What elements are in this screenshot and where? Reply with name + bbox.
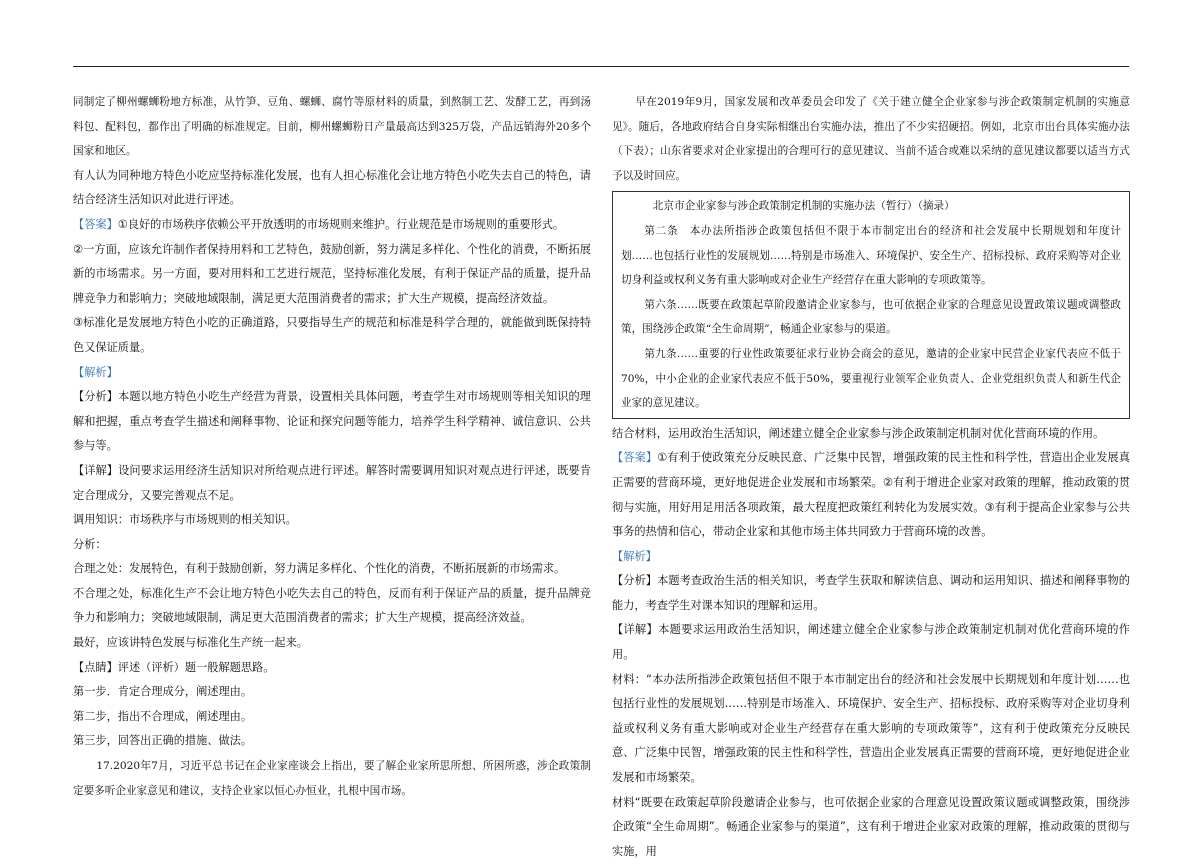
answer-tag: 【答案】	[73, 217, 118, 231]
paragraph: 有人认为同种地方特色小吃应坚持标准化发展，也有人担心标准化会让地方特色小吃失去自己的特色，请结合经济生活知识对此进行评述。	[73, 168, 591, 207]
answer-text: ①良好的市场秩序依赖公平开放透明的市场规则来维护。行业规范是市场规则的重要形式。	[117, 217, 565, 231]
box-article-9: 第九条……重要的行业性政策要征求行业协会商会的意见，邀请的企业家中民营企业家代表应不低于70%，中小企业的企业家代表应不低于50%，要重视行业领军企业负责人、企业党组织负责人和新生代企业家的意见建议。	[621, 347, 1121, 410]
analysis-tag: 【解析】	[73, 365, 118, 379]
box-title: 北京市企业家参与涉企政策制定机制的实施办法（暂行）（摘录）	[652, 200, 955, 213]
fenxi-text: 本题以地方特色小吃生产经营为背景，设置相关具体问题，考查学生对市场规则等相关知识的理解和把握，重点考查学生描述和阐释事物、论证和探究问题等能力，培养学生科学精神、诚信意识、公共参与等。	[73, 390, 591, 453]
fenxi-text: 本题考查政治生活的相关知识，考查学生获取和解读信息、调动和运用知识、描述和阐释事物的能力，考查学生对课本知识的理解和运用。	[612, 574, 1130, 612]
tip-paragraph	[73, 656, 591, 681]
answer-3: ③标准化是发展地方特色小吃的正确道路，只要指导生产的规范和标准是科学合理的，就能做到既保持特色又保证质量。	[73, 316, 591, 354]
header-rule	[73, 66, 1129, 67]
paragraph: 不合理之处，标准化生产不会让地方特色小吃失去自己的特色，反而有利于保证产品的质量，提升品牌竞争力和影响力；突破地域限制，满足更大范围消费者的需求；扩大生产规模，提高经济效益。	[73, 586, 591, 625]
question-17: 17.2020年7月，习近平总书记在企业家座谈会上指出，要了解企业家所思所想、所困所惑，涉企政策制定要多听企业家意见和建议，支持企业家以恒心办恒业，扎根中国市场。	[73, 760, 591, 797]
answer-1	[73, 213, 591, 238]
analysis-paragraph	[73, 385, 591, 459]
xiangjie-tag: 【详解】	[612, 623, 659, 637]
left-column	[73, 90, 591, 803]
right-column	[612, 90, 1130, 864]
step-1: 第一步．肯定合理成分，阐述理由。	[73, 685, 253, 699]
detail-paragraph	[612, 618, 1130, 667]
answer-tag: 【答案】	[612, 451, 658, 465]
question-text: 结合材料，运用政治生活知识，阐述建立健全企业家参与涉企政策制定机制对优化营商环境的作用。	[612, 426, 1105, 440]
material-paragraph-1: 材料：“本办法所指涉企政策包括但不限于本市制定出台的经济和社会发展中长期规划和年度计划……也包括行业性的发展规划……特别是市场准入、环境保护、安全生产、招标投标、政府采购等对企业切身利益或权利义务有重大影响或对企业生产经营存在重大影响的专项政策等”，这有利于使政策充分反映民意、广泛集中民智，增强政策的民主性和科学性，营造出企业发展真正需要的营商环境，更好地促进企业发展和市场繁荣。	[612, 672, 1130, 785]
detail-paragraph	[73, 459, 591, 508]
answer-2: ②一方面，应该允许制作者保持用料和工艺特色，鼓励创新，努力满足多样化、个性化的消费，不断拓展新的市场需求。另一方面，要对用料和工艺进行规范，坚持标准化发展，有利于保证产品的质量，提升品牌竞争力和影响力；突破地域限制，满足更大范围消费者的需求；扩大生产规模，提高经济效益。	[73, 242, 591, 305]
policy-excerpt-box	[612, 191, 1130, 418]
dianjing-text: 评述（评析）题一般解题思路。	[117, 660, 275, 674]
fenxi-tag: 【分析】	[612, 574, 658, 588]
answer-paragraph	[612, 446, 1130, 544]
xiangjie-text: 本题要求运用政治生活知识，阐述建立健全企业家参与涉企政策制定机制对优化营商环境的作用。	[612, 623, 1130, 662]
paragraph: 调用知识：市场秩序与市场规则的相关知识。	[73, 513, 297, 527]
paragraph: 早在2019年9月，国家发展和改革委员会印发了《关于建立健全企业家参与涉企政策制定机制的实施意见》。随后，各地政府结合自身实际相继出台实施办法，推出了不少实招硬招。例如，北京市出台具体实施办法（下表）；山东省要求对企业家提出的合理可行的意见建议、当前不适合或难以采纳的意见建议都要以适当方式予以及时回应。	[612, 96, 1130, 182]
xiangjie-text: 设问要求运用经济生活知识对所给观点进行评述。解答时需要调用知识对观点进行评述，既要肯定合理成分，又要完善观点不足。	[73, 463, 591, 502]
paragraph: 同制定了柳州螺蛳粉地方标准，从竹笋、豆角、螺蛳、腐竹等原材料的质量，到熬制工艺、发酵工艺，再到汤料包、配料包，都作出了明确的标准规定。目前，柳州螺蛳粉日产量最高达到325万袋，产品远销海外20多个国家和地区。	[73, 96, 591, 158]
material-paragraph-2: 材料“既要在政策起草阶段邀请企业参与，也可依据企业家的合理意见设置政策议题或调整政策，围绕涉企政策“全生命周期”。畅通企业家参与的渠道”，这有利于增进企业家对政策的理解，推动政策的贯彻与实施，用	[612, 795, 1130, 858]
paragraph: 最好，应该讲特色发展与标准化生产统一起来。	[73, 636, 308, 650]
fenxi-tag: 【分析】	[73, 390, 119, 404]
dianjing-tag: 【点睛】	[73, 660, 118, 674]
paragraph: 分析：	[73, 537, 107, 551]
xiangjie-tag: 【详解】	[73, 463, 119, 477]
analysis-tag: 【解析】	[612, 549, 657, 563]
paragraph: 合理之处：发展特色，有利于鼓励创新，努力满足多样化、个性化的消费，不断拓展新的市场需求。	[73, 562, 566, 576]
box-article-2: 第二条 本办法所指涉企政策包括但不限于本市制定出台的经济和社会发展中长期规划和年度计划……也包括行业性的发展规划……特别是市场准入、环境保护、安全生产、招标投标、政府采购等对企业切身利益或权利义务有重大影响或对企业生产经营存在重大影响的专项政策等。	[621, 224, 1121, 287]
step-2: 第二步，指出不合理成，阐述理由。	[73, 709, 253, 723]
answer-text: ①有利于使政策充分反映民意、广泛集中民智，增强政策的民主性和科学性，营造出企业发展真正需要的营商环境，更好地促进企业发展和市场繁荣。②有利于增进企业家对政策的理解，推动政策的贯彻与实施，用好用足用活各项政策，最大程度把政策红利转化为发展实效。③有利于提高企业家参与公共事务的热情和信心，带动企业家和其他市场主体共同致力于营商环境的改善。	[612, 451, 1130, 539]
analysis-paragraph	[612, 569, 1130, 618]
step-3: 第三步，回答出正确的措施、做法。	[73, 734, 253, 748]
box-article-6: 第六条……既要在政策起草阶段邀请企业家参与，也可依据企业家的合理意见设置政策议题或调整政策，围绕涉企政策“全生命周期”，畅通企业家参与的渠道。	[621, 298, 1121, 336]
